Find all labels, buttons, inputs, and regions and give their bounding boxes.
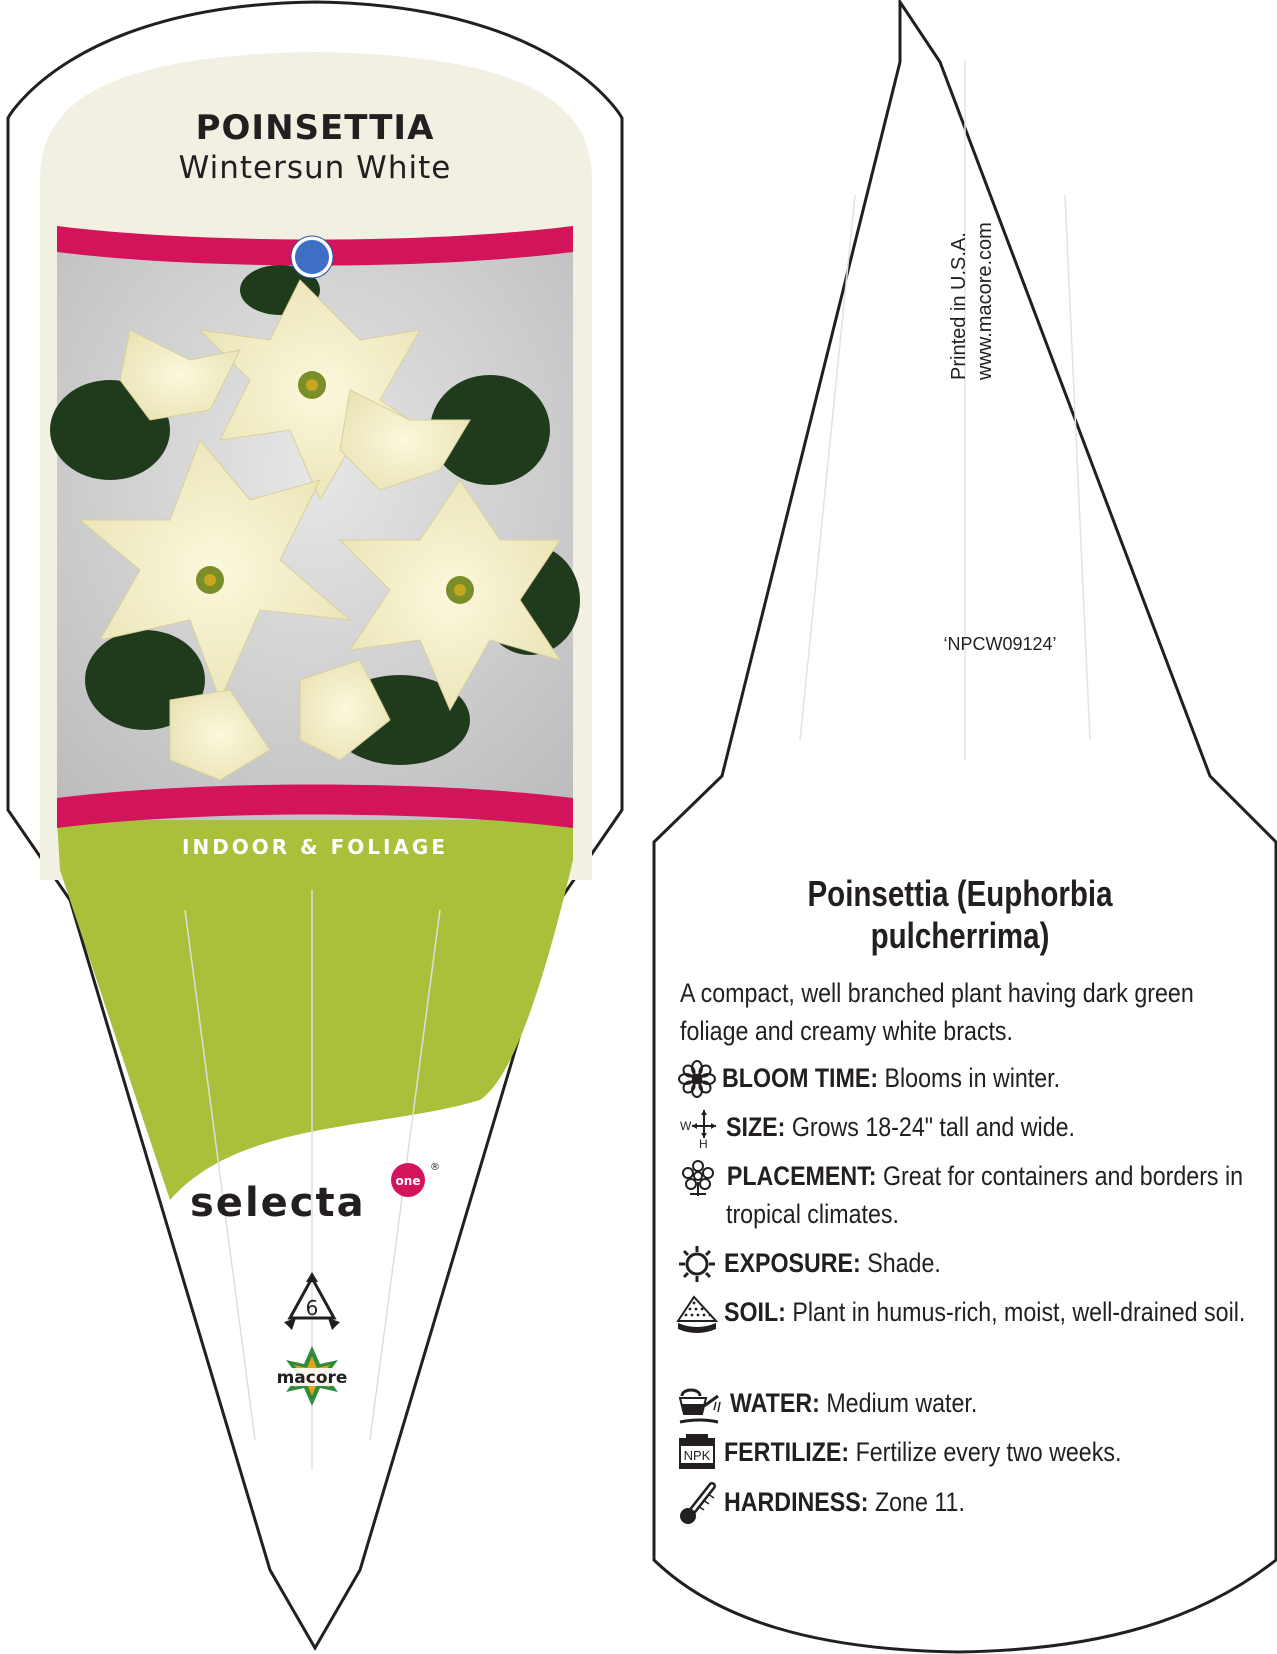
attribute-label: FERTILIZE: xyxy=(724,1437,850,1467)
npk-icon xyxy=(678,1434,716,1470)
attribute-fertilize xyxy=(724,1433,1277,1471)
attribute-value: Medium water. xyxy=(826,1388,978,1418)
macore-logo-text: macore xyxy=(276,1368,348,1388)
size-icon xyxy=(678,1108,718,1148)
flower-icon xyxy=(678,1060,716,1098)
size-icon-h: H xyxy=(699,1137,708,1148)
attribute-value: Blooms in winter. xyxy=(884,1063,1061,1093)
printed-text: Printed in U.S.A. xyxy=(948,232,970,380)
attribute-soil xyxy=(724,1293,1277,1331)
plant-name: POINSETTIA xyxy=(195,108,435,148)
category-label: INDOOR & FOLIAGE xyxy=(182,835,448,859)
size-icon-w: W xyxy=(680,1119,692,1133)
attribute-placement xyxy=(726,1157,1277,1233)
attribute-value: Great for containers and borders in tropical climates. xyxy=(726,1161,1244,1229)
attribute-label: WATER: xyxy=(730,1388,820,1418)
thermometer-icon xyxy=(678,1480,718,1526)
attribute-size xyxy=(726,1108,1277,1146)
attribute-label: SOIL: xyxy=(724,1297,786,1327)
brand-badge-text: one xyxy=(395,1174,421,1188)
variety-name: Wintersun White xyxy=(178,150,452,186)
attribute-value: Plant in humus-rich, moist, well-drained soil. xyxy=(792,1297,1246,1327)
recycle-code: 6 xyxy=(305,1296,319,1320)
botanical-name: Poinsettia (Euphorbia pulcherrima) xyxy=(807,873,1113,956)
attribute-water xyxy=(730,1384,1277,1422)
attribute-label: BLOOM TIME: xyxy=(722,1063,879,1093)
attribute-value: Shade. xyxy=(867,1248,941,1278)
hang-hole xyxy=(293,238,331,276)
attribute-hardiness xyxy=(724,1483,1277,1521)
attribute-label: EXPOSURE: xyxy=(724,1248,861,1278)
attribute-value: Fertilize every two weeks. xyxy=(855,1437,1122,1467)
brand-logo: selecta xyxy=(190,1180,366,1226)
variety-code: ‘NPCW09124’ xyxy=(943,634,1057,654)
soil-icon xyxy=(676,1293,718,1333)
printed-in-usa xyxy=(946,180,998,380)
plant-description: A compact, well branched plant having dark green foliage and creamy white bracts. xyxy=(680,978,1194,1046)
attribute-bloom-time xyxy=(722,1059,1277,1097)
attribute-label: PLACEMENT: xyxy=(726,1161,877,1191)
sun-icon xyxy=(678,1245,716,1283)
watering-can-icon xyxy=(676,1384,722,1428)
product-photo xyxy=(50,240,580,820)
website-text: www.macore.com xyxy=(974,222,996,380)
attribute-value: Zone 11. xyxy=(874,1487,965,1517)
npk-icon-text: NPK xyxy=(683,1448,711,1463)
svg-text:®: ® xyxy=(430,1162,440,1173)
attribute-label: SIZE: xyxy=(726,1112,786,1142)
placement-icon xyxy=(678,1158,718,1198)
attribute-exposure xyxy=(724,1244,1277,1282)
attribute-label: HARDINESS: xyxy=(724,1487,869,1517)
attribute-value: Grows 18-24" tall and wide. xyxy=(791,1112,1075,1142)
